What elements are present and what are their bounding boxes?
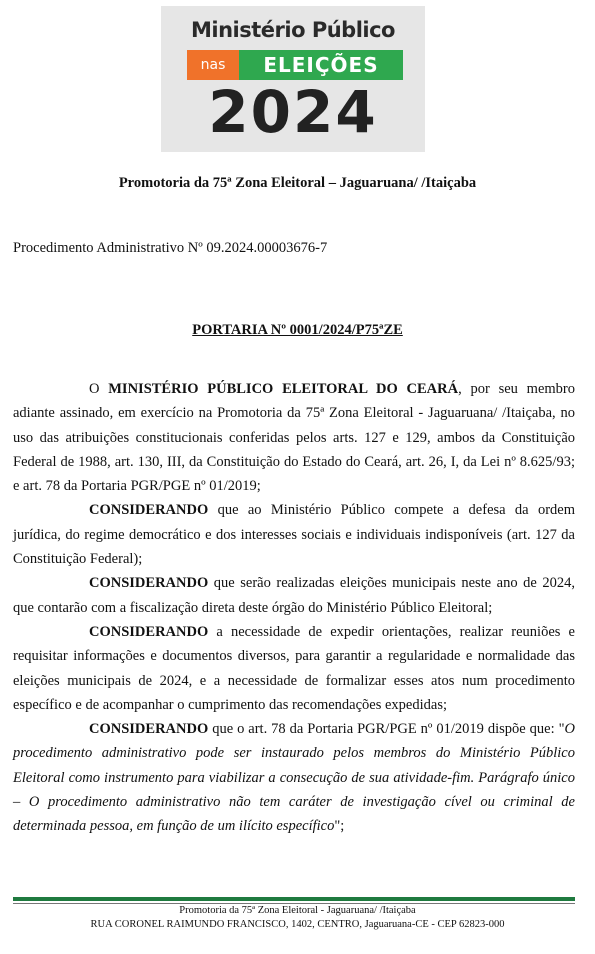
footer-divider-thin	[13, 903, 575, 904]
quoted-text: O procedimento administrativo pode ser instaurado pelos membros do Ministério Público Eleitoral como instrumento para viabilizar a consecução de sua atividade-fim. Parágrafo único – O procedimento administrativo não tem caráter de investigação cível ou criminal de determinada pessoa, em função de um ilícito específico	[13, 721, 575, 835]
considerando-label: CONSIDERANDO	[89, 502, 209, 519]
paragraph-preamble	[13, 377, 575, 498]
footer-promotoria: Promotoria da 75ª Zona Eleitoral - Jaguaruana/ /Itaiçaba	[179, 905, 416, 916]
procedimento-number: Procedimento Administrativo Nº 09.2024.00003676-7	[13, 240, 328, 256]
paragraph-considerando-3	[13, 620, 575, 717]
footer-divider-green	[13, 897, 575, 901]
logo-title: Ministério Público	[191, 18, 395, 42]
footer-address: RUA CORONEL RAIMUNDO FRANCISCO, 1402, CENTRO, Jaguaruana-CE - CEP 62823-000	[90, 919, 505, 930]
ministerio-publico-eleicoes-logo	[161, 6, 425, 152]
logo-nas-label: nas	[187, 50, 239, 80]
considerando-label: CONSIDERANDO	[89, 623, 209, 640]
portaria-title: PORTARIA Nº 0001/2024/P75ªZE	[192, 322, 403, 338]
paragraph-text: que ao Ministério Público compete a defesa da ordem jurídica, do regime democrático e dos interesses sociais e individuais indisponíveis (art. 127 da Constituição Federal);	[13, 502, 575, 568]
considerando-label: CONSIDERANDO	[89, 575, 209, 592]
institution-name: MINISTÉRIO PÚBLICO ELEITORAL DO CEARÁ	[108, 381, 459, 397]
paragraph-considerando-1	[13, 498, 575, 571]
logo-banner	[187, 50, 403, 80]
logo-year: 2024	[208, 78, 378, 146]
promotoria-heading: Promotoria da 75ª Zona Eleitoral – Jaguaruana/ /Itaiçaba	[118, 175, 477, 191]
paragraph-considerando-4	[13, 717, 575, 838]
paragraph-text: ";	[334, 818, 345, 835]
paragraph-text: O	[89, 381, 109, 397]
considerando-label: CONSIDERANDO	[89, 721, 209, 738]
paragraph-text: , por seu membro adiante assinado, em exercício na Promotoria da 75ª Zona Eleitoral - Jaguaruana/ /Itaiçaba, no uso das atribuições constitucionais conferidas pelos arts. 127 e 129, ambos da Constituição Federal de 1988, art. 130, III, da Constituição do Estado do Ceará, art. 26, I, da Lei nº 8.625/93; e art. 78 da Portaria PGR/PGE nº 01/2019;	[13, 381, 575, 495]
paragraph-considerando-2	[13, 571, 575, 620]
paragraph-text: a necessidade de expedir orientações, realizar reuniões e requisitar informações e documentos diversos, para garantir a regularidade e normalidade das eleições municipais de 2024, e a necessidade de formalizar esses atos num procedimento específico e de acompanhar o cumprimento das recomendações expedidas;	[13, 623, 575, 713]
document-body	[13, 377, 575, 839]
logo-eleicoes-label: ELEIÇÕES	[239, 50, 403, 80]
paragraph-text: que o art. 78 da Portaria PGR/PGE nº 01/2019 dispõe que: "	[208, 721, 565, 738]
paragraph-text: que serão realizadas eleições municipais neste ano de 2024, que contarão com a fiscalização direta deste órgão do Ministério Público Eleitoral;	[13, 575, 575, 616]
